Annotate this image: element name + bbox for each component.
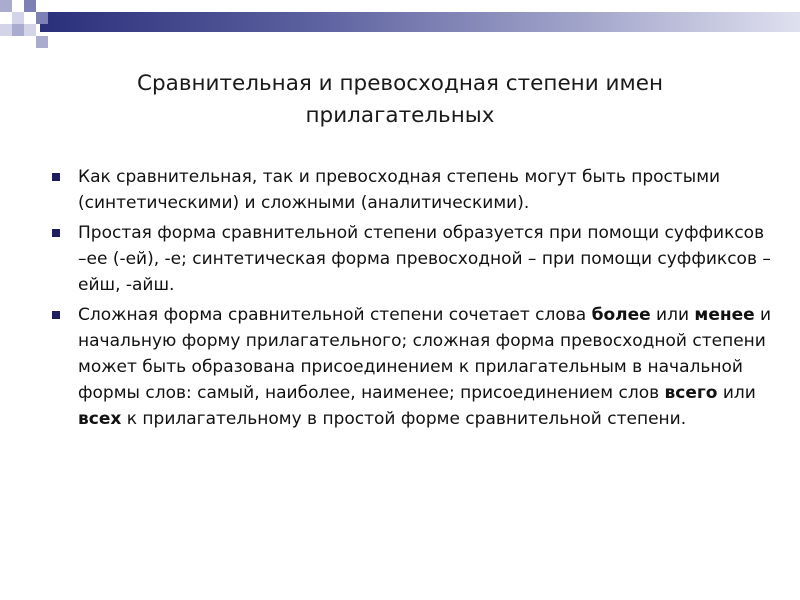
bullet-text: Как сравнительная, так и превосходная степень могут быть простыми (синтетическими) и сложными (аналитическими). xyxy=(78,167,721,213)
decor-square xyxy=(0,0,12,12)
bold-word: всего xyxy=(664,383,718,403)
decor-square xyxy=(12,24,24,36)
text-run: или xyxy=(717,383,756,403)
bullet-item xyxy=(52,164,772,216)
decor-square xyxy=(36,12,48,24)
text-run: и начальную форму прилагательного; сложная форма превосходной степени может быть образована присоединением к прилагательным в начальной формы слов: самый, наиболее, наименее; присоединением слов xyxy=(78,305,772,403)
bold-word: более xyxy=(591,305,651,325)
header-gradient-bar xyxy=(40,12,800,32)
decor-square xyxy=(0,24,12,36)
slide-title: Сравнительная и превосходная степени имен прилагательных xyxy=(136,71,664,128)
bullet-list xyxy=(52,164,772,436)
square-bullet-icon xyxy=(52,311,60,319)
decor-square xyxy=(24,0,36,12)
bullet-item xyxy=(52,302,772,432)
bullet-text: Простая форма сравнительной степени образуется при помощи суффиксов –ее (-ей), -е; синтетическая форма превосходной – при помощи суффиксов –ейш, -айш. xyxy=(78,223,771,295)
header-decoration xyxy=(0,0,800,48)
text-run: или xyxy=(650,305,695,325)
bold-word: всех xyxy=(78,409,122,429)
bold-word: менее xyxy=(694,305,755,325)
decor-square xyxy=(12,12,24,24)
text-run: к прилагательному в простой форме сравнительной степени. xyxy=(121,409,687,429)
bullet-item xyxy=(52,220,772,298)
square-bullet-icon xyxy=(52,229,60,237)
decor-square xyxy=(24,24,36,36)
text-run: Сложная форма сравнительной степени сочетает слова xyxy=(78,305,592,325)
decor-square xyxy=(36,36,48,48)
square-bullet-icon xyxy=(52,173,60,181)
bullet-text xyxy=(78,305,771,429)
